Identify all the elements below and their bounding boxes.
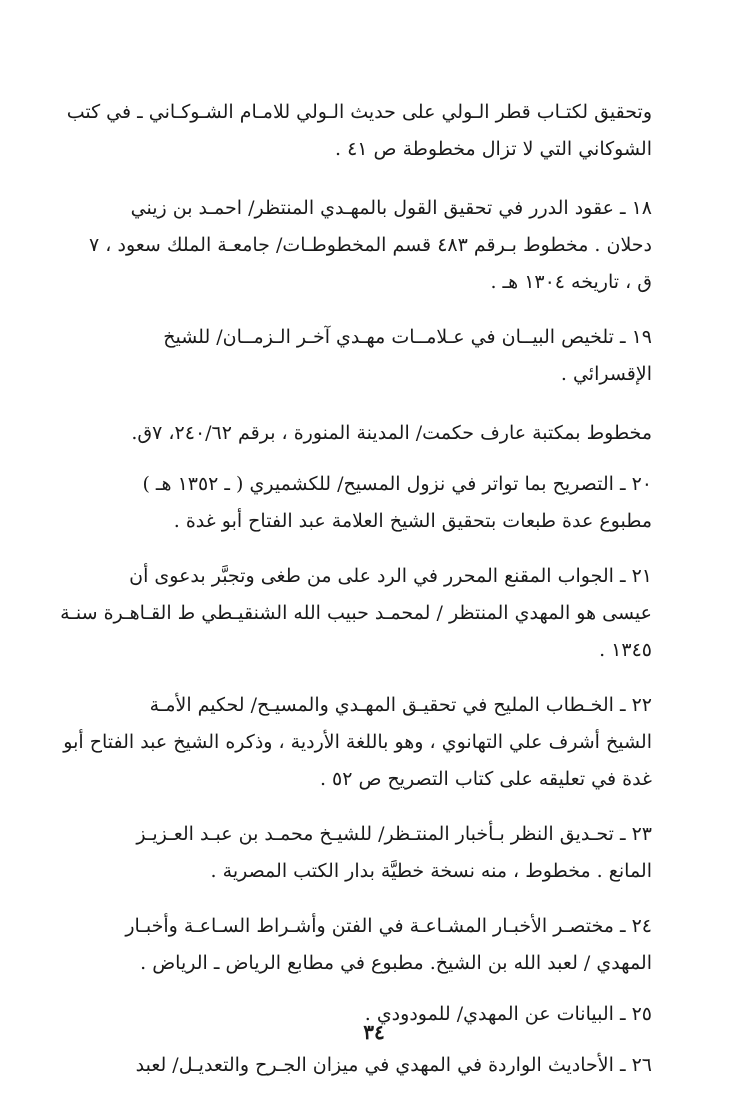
paragraph-item-18: [90, 190, 652, 301]
text-line: ٢١ ـ الجواب المقنع المحرر في الرد على من طغى وتجبَّر بدعوى أن: [129, 565, 652, 587]
text-line: الشوكاني التي لا تزال مخطوطة ص ٤١ .: [335, 138, 652, 160]
text-line: ١٨ ـ عقود الدرر في تحقيق القول بالمهـدي المنتظر/ احمـد بن زيني: [130, 197, 652, 219]
text-line: ١٩ ـ تلخيص البيــان في عـلامــات مهـدي آخـر الـزمــان/ للشيخ: [163, 326, 652, 348]
paragraph-manuscript-note: [90, 415, 652, 452]
text-line: المانع . مخطوط ، منه نسخة خطيَّة بدار الكتب المصرية .: [210, 860, 652, 882]
paragraph-item-24: [90, 908, 652, 982]
text-line: ٢٣ ـ تحـديق النظر بـأخبار المنتـظر/ للشيـخ محمـد بن عبـد العـزيـز: [136, 823, 652, 845]
paragraph-item-23: [90, 816, 652, 890]
text-line: الشيخ أشرف علي التهانوي ، وهو باللغة الأردية ، وذكره الشيخ عبد الفتاح أبو: [63, 731, 652, 753]
text-line: وتحقيق لكتـاب قطر الـولي على حديث الـولي للامـام الشـوكـاني ـ في كتب: [66, 101, 652, 123]
text-line: مطبوع عدة طبعات بتحقيق الشيخ العلامة عبد الفتاح أبو غدة .: [173, 510, 652, 532]
paragraph-intro: [66, 94, 652, 168]
text-line: دحلان . مخطوط بـرقم ٤٨٣ قسم المخطوطـات/ جامعـة الملك سعود ، ٧: [89, 234, 652, 256]
text-line: غدة في تعليقه على كتاب التصريح ص ٥٢ .: [319, 768, 652, 790]
text-line: مخطوط بمكتبة عارف حكمت/ المدينة المنورة ، برقم ٢٤٠/٦٢، ٧ق.: [131, 422, 652, 444]
text-line: الإقسرائي .: [560, 363, 652, 385]
text-line: ٢٥ ـ البيانات عن المهدي/ للمودودي .: [364, 1003, 652, 1025]
text-line: ٢٤ ـ مختصـر الأخبـار المشـاعـة في الفتن وأشـراط السـاعـة وأخبـار: [125, 915, 652, 937]
page-number: ٣٤: [363, 1020, 385, 1044]
text-line: المهدي / لعبد الله بن الشيخ. مطبوع في مطابع الرياض ـ الرياض .: [140, 952, 652, 974]
paragraph-item-21: [60, 558, 652, 669]
text-line: ٢٠ ـ التصريح بما تواتر في نزول المسيح/ للكشميري ( ـ ١٣٥٢ هـ ): [142, 473, 652, 495]
text-line: ١٣٤٥ .: [599, 639, 652, 661]
text-line: ٢٢ ـ الخـطاب المليح في تحقيـق المهـدي والمسيـح/ لحكيم الأمـة: [149, 694, 652, 716]
page-body: [60, 94, 652, 1084]
paragraph-item-19: [90, 319, 652, 393]
paragraph-item-26: [90, 1047, 652, 1084]
text-line: ٢٦ ـ الأحاديث الواردة في المهدي في ميزان الجـرح والتعديـل/ لعبد: [135, 1054, 652, 1076]
text-line: عيسى هو المهدي المنتظر / لمحمـد حبيب الله الشنقيـطي ط القـاهـرة سنـة: [60, 602, 652, 624]
paragraph-item-20: [90, 466, 652, 540]
text-line: ق ، تاريخه ١٣٠٤ هـ .: [490, 271, 652, 293]
paragraph-item-22: [63, 687, 652, 798]
